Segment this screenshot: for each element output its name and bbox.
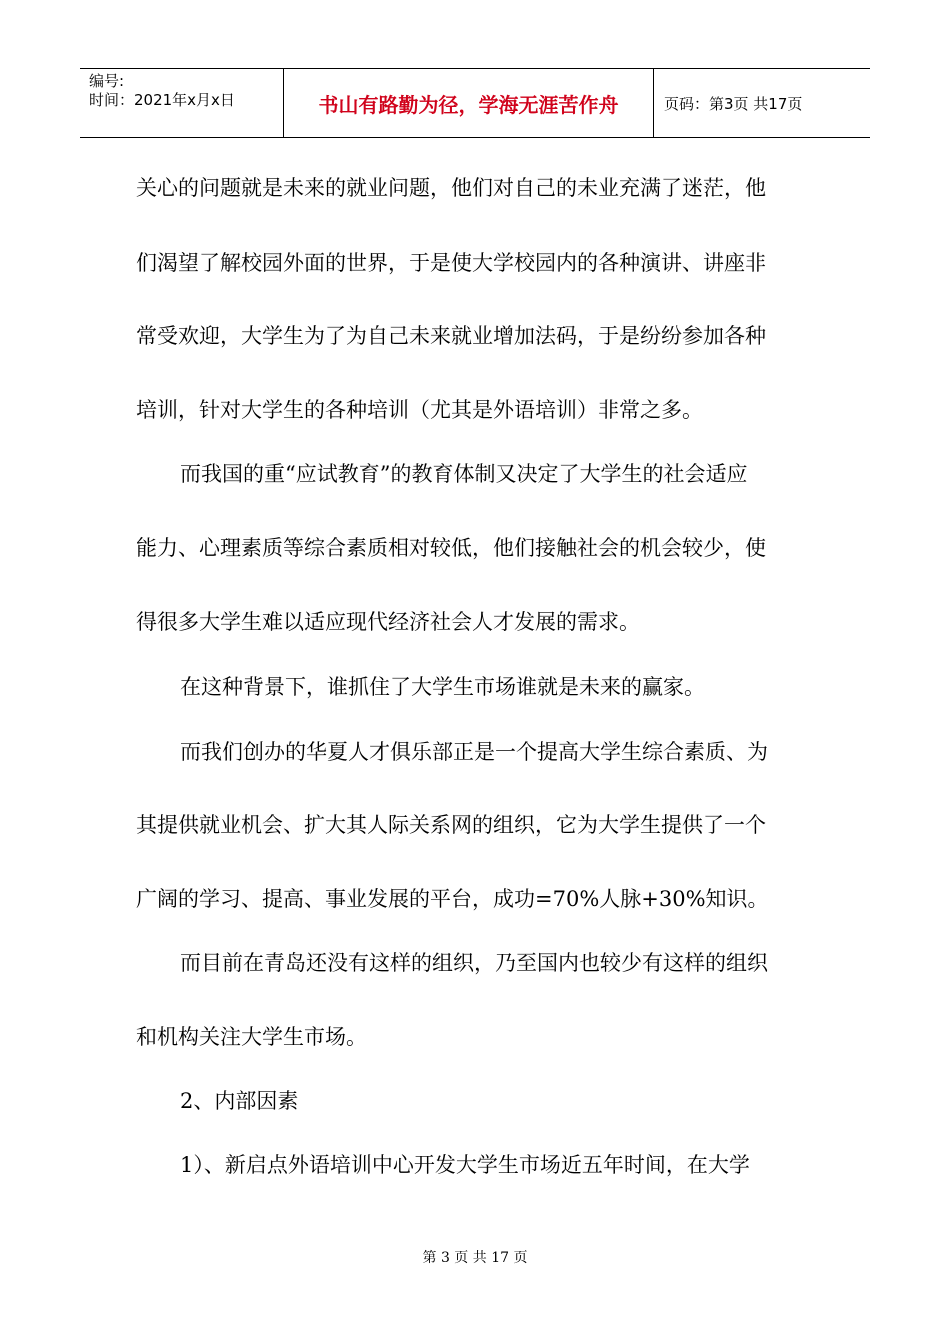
header-motto: 书山有路勤为径，学海无涯苦作舟: [284, 69, 654, 137]
body-line: 们渴望了解校园外面的世界，于是使大学校园内的各种演讲、讲座非: [136, 251, 766, 275]
paragraph-start: 1）、新启点外语培训中心开发大学生市场近五年时间，在大学: [180, 1153, 750, 1177]
body-line: 广阔的学习、提高、事业发展的平台，成功=70%人脉+30%知识。: [136, 887, 769, 911]
number-label: 编号:: [89, 72, 125, 90]
paragraph-start: 而目前在青岛还没有这样的组织，乃至国内也较少有这样的组织: [180, 951, 768, 975]
page-header: [80, 68, 870, 138]
page-footer: 第 3 页 共 17 页: [422, 1250, 528, 1266]
body-line: 能力、心理素质等综合素质相对较低，他们接触社会的机会较少，使: [136, 536, 766, 560]
paragraph-start: 在这种背景下，谁抓住了大学生市场谁就是未来的赢家。: [180, 675, 705, 699]
time-label: 时间：2021年x月x日: [89, 91, 235, 109]
header-meta: [80, 69, 284, 137]
body-line: 和机构关注大学生市场。: [136, 1025, 367, 1049]
body-line: 得很多大学生难以适应现代经济社会人才发展的需求。: [136, 610, 640, 634]
body-line: 培训，针对大学生的各种培训（尤其是外语培训）非常之多。: [136, 398, 703, 422]
section-heading: 2、内部因素: [180, 1089, 299, 1113]
paragraph-start: 而我们创办的华夏人才俱乐部正是一个提高大学生综合素质、为: [180, 740, 768, 764]
body-line: 其提供就业机会、扩大其人际关系网的组织，它为大学生提供了一个: [136, 813, 766, 837]
body-line: 常受欢迎，大学生为了为自己未来就业增加法码，于是纷纷参加各种: [136, 324, 766, 348]
body-line: 关心的问题就是未来的就业问题，他们对自己的未业充满了迷茫，他: [136, 176, 766, 200]
paragraph-start: 而我国的重“应试教育”的教育体制又决定了大学生的社会适应: [180, 462, 748, 486]
header-page-info: 页码：第3页 共17页: [664, 94, 803, 113]
